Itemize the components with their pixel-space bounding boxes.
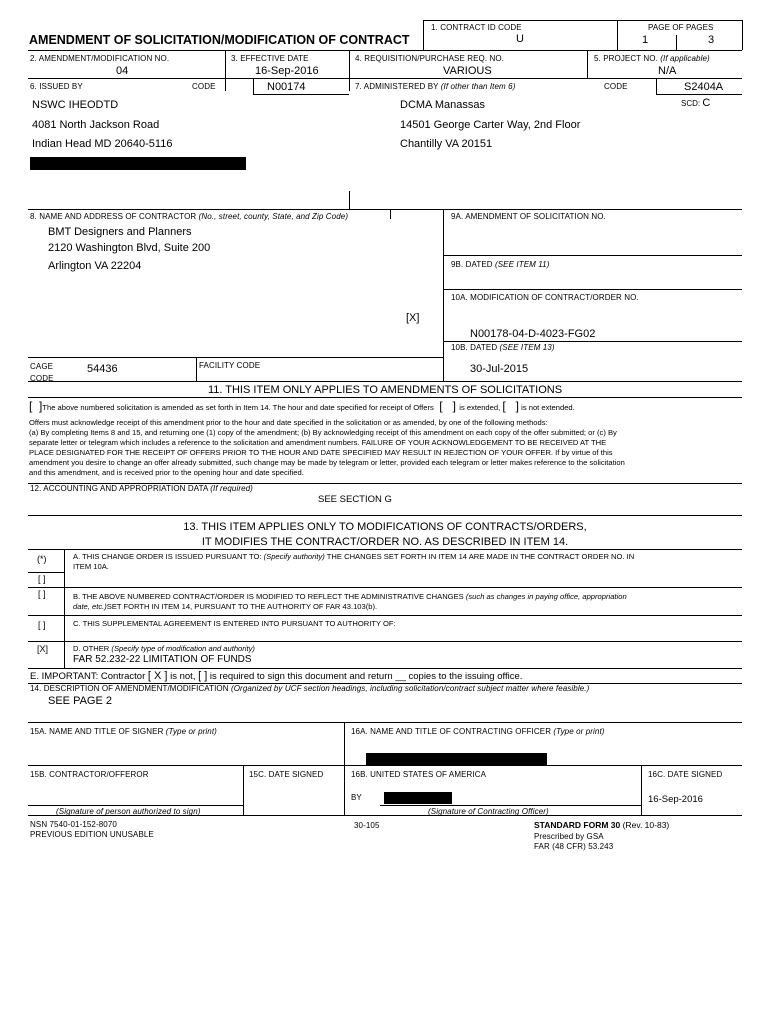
item-14-label-note: (Organized by UCF section headings, including solicitation/contract subject matter where feasible.): [230, 684, 590, 693]
item-10b-label-text: 10B. DATED: [451, 343, 498, 352]
item-13b-text1-note: (such as changes in paying office, appropriation: [465, 592, 627, 601]
item-10-checkbox[interactable]: [X]: [406, 312, 420, 324]
redacted-signature: [384, 792, 452, 804]
item-13d-text-a: D. OTHER: [73, 644, 110, 653]
admin-line2: 14501 George Carter Way, 2nd Floor: [400, 119, 581, 131]
modification-contract-value: N00178-04-D-4023-FG02: [470, 328, 596, 340]
contract-id-value: U: [516, 33, 524, 45]
item-13a-text1-note: (Specify authority): [263, 552, 325, 561]
item-e-text-d: copies to the issuing office.: [408, 671, 523, 682]
facility-code-label: FACILITY CODE: [199, 361, 261, 370]
item-13d-mark[interactable]: [X]: [37, 644, 49, 654]
contractor-label-text: 8. NAME AND ADDRESS OF CONTRACTOR: [30, 212, 197, 221]
form-title: AMENDMENT OF SOLICITATION/MODIFICATION OF CONTRACT: [29, 33, 410, 47]
modification-contract-label: 10A. MODIFICATION OF CONTRACT/ORDER NO.: [451, 293, 639, 302]
item-11-checkbox-3[interactable]: [ ]: [502, 399, 520, 413]
footer-prescribed: Prescribed by GSA: [534, 832, 604, 841]
project-no-value: N/A: [658, 65, 677, 77]
item-11-line1-c: is not extended.: [521, 403, 575, 412]
scd-label: SCD:: [681, 99, 701, 108]
item-e-text-c: is required to sign this document and return: [209, 671, 393, 682]
item-13-title-2: IT MODIFIES THE CONTRACT/ORDER NO. AS DESCRIBED IN ITEM 14.: [201, 536, 569, 548]
accounting-label-note: (If required): [210, 484, 253, 493]
item-13c-text: C. THIS SUPPLEMENTAL AGREEMENT IS ENTERED INTO PURSUANT TO AUTHORITY OF:: [73, 619, 396, 628]
issuer-line1: NSWC IHEODTD: [32, 99, 119, 111]
signer-name-label-note: (Type or print): [165, 727, 217, 736]
item-11-checkbox-1[interactable]: [ ]: [29, 399, 43, 413]
amendment-no-value: 04: [116, 65, 129, 77]
officer-date-signed-label: 16C. DATE SIGNED: [648, 770, 723, 779]
item-11-line1-b: is extended,: [459, 403, 501, 412]
signature-authorized-caption: (Signature of person authorized to sign): [56, 807, 201, 816]
item-10b-label: [451, 343, 555, 352]
officer-date-signed-value: 16-Sep-2016: [648, 794, 703, 805]
item-9b-label-note: (SEE ITEM 11): [494, 260, 550, 269]
requisition-label: 4. REQUISITION/PURCHASE REQ. NO.: [355, 54, 505, 63]
project-no-label: [594, 54, 710, 63]
effective-date-value: 16-Sep-2016: [255, 65, 319, 77]
item-11-text4: separate letter or telegram which includes a reference to the solicitation and amendment numbers. FAILURE OF YOUR ACKNOWLEDGEMENT TO BE RECEIVED AT THE: [29, 438, 607, 447]
contractor-label: [30, 212, 348, 221]
page-of-pages-label: PAGE OF PAGES: [648, 23, 714, 32]
item-9b-label: [451, 260, 549, 269]
footer-previous-edition: PREVIOUS EDITION UNUSABLE: [30, 830, 154, 839]
issued-code-value: N00174: [267, 81, 306, 93]
signature-officer-caption: (Signature of Contracting Officer): [428, 807, 549, 816]
contractor-offeror-label: 15B. CONTRACTOR/OFFEROR: [30, 770, 149, 779]
admin-code-value: S2404A: [684, 81, 724, 93]
cage-code-label: CAGE CODE: [30, 362, 54, 383]
item-13a-text1: [73, 552, 634, 562]
admin-code-label: CODE: [604, 82, 628, 91]
item-9b-label-text: 9B. DATED: [451, 260, 493, 269]
item-13b-mark[interactable]: [ ]: [38, 589, 46, 599]
footer-nsn: NSN 7540-01-152-8070: [30, 820, 117, 829]
item-11-checkbox-2[interactable]: [ ]: [435, 399, 460, 413]
item-11-text7: and this amendment, and is received prior to the opening hour and date specified.: [29, 468, 304, 477]
footer-far: FAR (48 CFR) 53.243: [534, 842, 614, 851]
item-14-value: SEE PAGE 2: [48, 695, 112, 707]
signer-name-label-text: 15A. NAME AND TITLE OF SIGNER: [30, 727, 164, 736]
officer-name-label-text: 16A. NAME AND TITLE OF CONTRACTING OFFICER: [351, 727, 552, 736]
contractor-line1: BMT Designers and Planners: [48, 226, 192, 238]
project-no-label-text: 5. PROJECT NO.: [594, 54, 658, 63]
contractor-date-signed-label: 15C. DATE SIGNED: [249, 770, 324, 779]
item-11-title: 11. THIS ITEM ONLY APPLIES TO AMENDMENTS OF SOLICITATIONS: [207, 384, 563, 396]
issuer-line3: Indian Head MD 20640-5116: [32, 138, 173, 150]
contractor-line3: Arlington VA 22204: [48, 260, 142, 272]
administered-by-label-text: 7. ADMINISTERED BY: [355, 82, 439, 91]
item-13d-value: FAR 52.232-22 LIMITATION OF FUNDS: [73, 654, 252, 665]
accounting-label-text: 12. ACCOUNTING AND APPROPRIATION DATA: [30, 484, 208, 493]
item-11-text3: (a) By completing Items 8 and 15, and returning one (1) copy of the amendment; (b) By acknowledging receipt of this amendment on each copy of the offer submitted; or (c) By: [29, 428, 617, 437]
item-11-line1: [29, 399, 575, 413]
item-10b-value: 30-Jul-2015: [470, 363, 529, 375]
item-13a-text1-a: A. THIS CHANGE ORDER IS ISSUED PURSUANT TO:: [73, 552, 262, 561]
officer-name-label-note: (Type or print): [553, 727, 605, 736]
redacted-officer-name: [366, 753, 547, 766]
item-13b-text1: [73, 592, 627, 602]
item-13b-text2: [73, 602, 377, 612]
item-13b-text2-a: SET FORTH IN ITEM 14, PURSUANT TO THE AUTHORITY OF FAR 43.103(b).: [106, 602, 378, 611]
administered-by-label-note: (If other than Item 6): [440, 82, 516, 91]
item-13b-text2-note: date, etc.): [73, 602, 107, 611]
item-e-checkbox-1[interactable]: [ X ]: [147, 670, 168, 682]
footer-standard-form-rev: (Rev. 10-83): [622, 820, 670, 830]
usa-label: 16B. UNITED STATES OF AMERICA: [351, 770, 487, 779]
item-11-text2: Offers must acknowledge receipt of this amendment prior to the hour and date specified in the solicitation or as amended, by one of the following methods:: [29, 418, 548, 427]
item-e-checkbox-2[interactable]: [ ]: [198, 670, 208, 682]
officer-name-label: [351, 727, 605, 736]
footer-standard-form: [534, 820, 669, 830]
contractor-label-note: (No., street, county, State, and Zip Code): [198, 212, 349, 221]
item-13a-text1-b: THE CHANGES SET FORTH IN ITEM 14 ARE MADE IN THE CONTRACT ORDER NO. IN: [326, 552, 635, 561]
item-13d-text-note: (Specify type of modification and authority): [111, 644, 255, 653]
item-e-line: [30, 670, 522, 682]
contractor-line2: 2120 Washington Blvd, Suite 200: [48, 242, 211, 254]
scd: [681, 97, 710, 109]
signer-name-label: [30, 727, 217, 736]
item-13-blank-mark[interactable]: [ ]: [38, 574, 46, 584]
admin-line3: Chantilly VA 20151: [400, 138, 493, 150]
requisition-value: VARIOUS: [443, 65, 492, 77]
item-e-copies-blank[interactable]: __: [395, 671, 406, 682]
scd-value: C: [702, 97, 711, 109]
cage-code-value: 54436: [87, 363, 118, 375]
item-14-label: [30, 684, 589, 693]
accounting-label: [30, 484, 253, 493]
footer-code: 30-105: [354, 821, 380, 830]
item-11-text5: PLACE DESIGNATED FOR THE RECEIPT OF OFFERS PRIOR TO THE HOUR AND DATE SPECIFIED MAY RESULT IN REJECTION OF YOUR OFFER. If by virtue of this: [29, 448, 613, 457]
item-13a-mark[interactable]: (*): [37, 554, 47, 564]
accounting-value: SEE SECTION G: [318, 494, 392, 505]
item-13b-text1-a: B. THE ABOVE NUMBERED CONTRACT/ORDER IS MODIFIED TO REFLECT THE ADMINISTRATIVE CHANGES: [73, 592, 464, 601]
issued-by-label: 6. ISSUED BY: [30, 82, 83, 91]
issued-code-label: CODE: [192, 82, 216, 91]
contract-id-label: 1. CONTRACT ID CODE: [431, 23, 522, 32]
administered-by-label: [355, 82, 515, 91]
item-e-text-b: is not,: [170, 671, 196, 682]
amendment-solicitation-label: 9A. AMENDMENT OF SOLICITATION NO.: [451, 212, 606, 221]
page-number: 1: [642, 34, 649, 46]
item-13c-mark[interactable]: [ ]: [38, 620, 46, 630]
item-13d-text: [73, 644, 255, 654]
footer-standard-form-name: STANDARD FORM 30: [534, 820, 621, 830]
item-10b-label-note: (SEE ITEM 13): [499, 343, 555, 352]
item-14-label-text: 14. DESCRIPTION OF AMENDMENT/MODIFICATION: [30, 684, 229, 693]
issuer-line2: 4081 North Jackson Road: [32, 119, 160, 131]
admin-line1: DCMA Manassas: [400, 99, 485, 111]
item-11-text6: amendment you desire to change an offer already submitted, such change may be made by telegram or letter, provided each telegram or letter makes reference to the solicitation: [29, 458, 625, 467]
amendment-no-label: 2. AMENDMENT/MODIFICATION NO.: [30, 54, 170, 63]
by-label: BY: [351, 793, 362, 802]
project-no-label-note: (If applicable): [660, 54, 710, 63]
item-e-text-a: E. IMPORTANT: Contractor: [30, 671, 146, 682]
page-total: 3: [708, 34, 715, 46]
item-13a-text2: ITEM 10A.: [73, 562, 109, 571]
item-11-line1-a: The above numbered solicitation is amended as set forth in Item 14. The hour and date specified for receipt of Offers: [42, 403, 434, 412]
redacted-block: [30, 157, 246, 170]
effective-date-label: 3. EFFECTIVE DATE: [231, 54, 309, 63]
item-13-title-1: 13. THIS ITEM APPLIES ONLY TO MODIFICATIONS OF CONTRACTS/ORDERS,: [183, 521, 587, 533]
